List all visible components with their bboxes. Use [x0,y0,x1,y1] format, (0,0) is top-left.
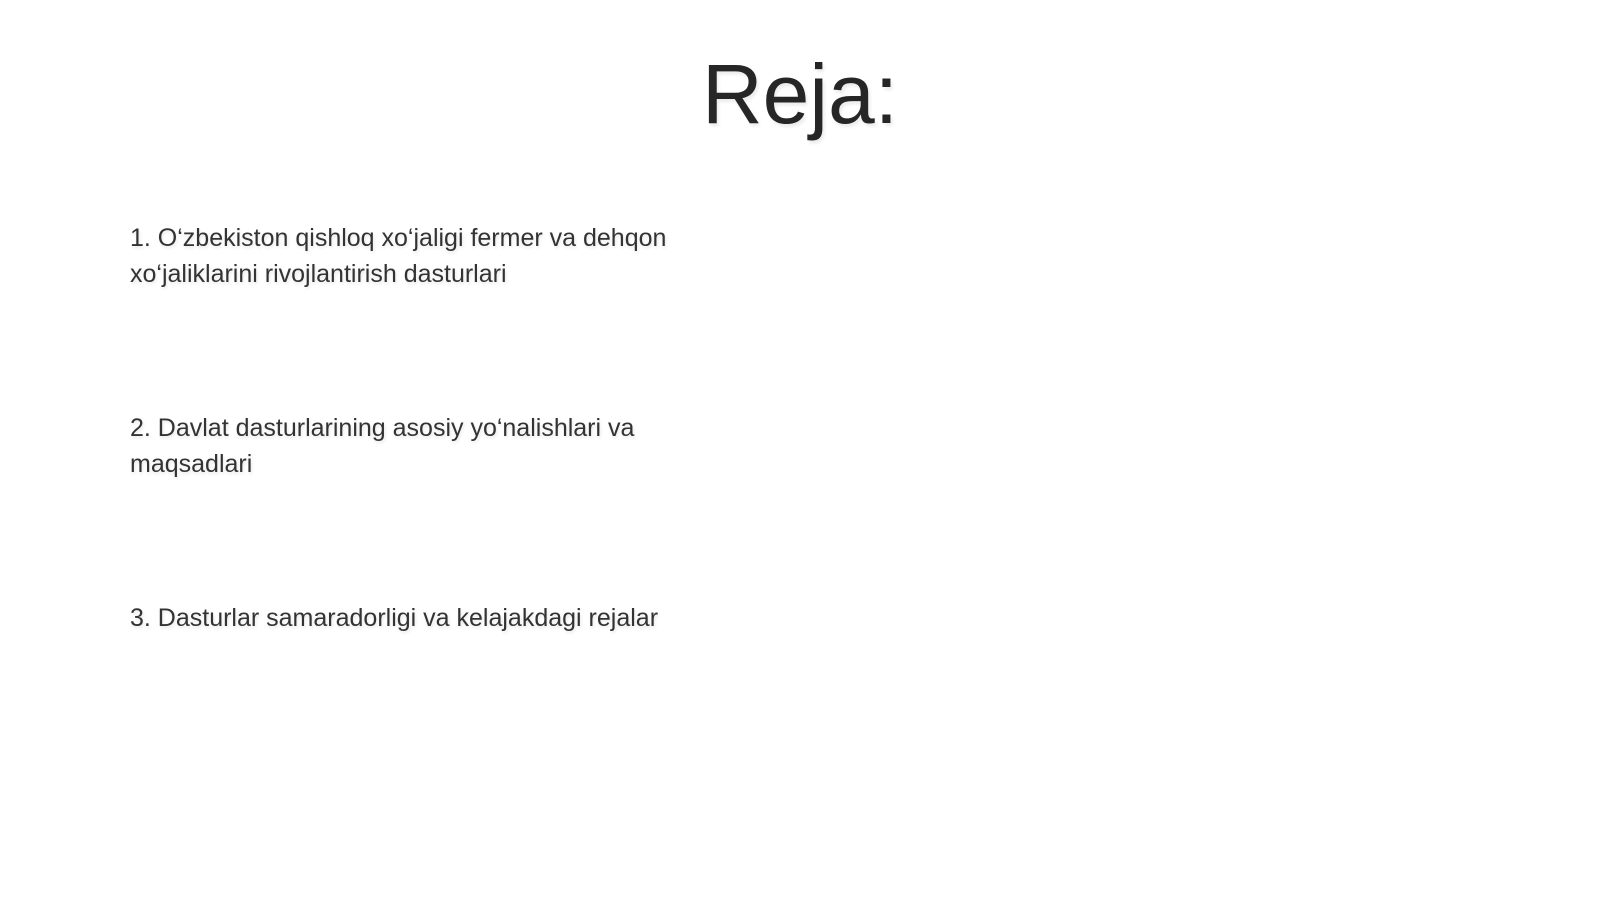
slide-title: Reja: [701,47,899,141]
plan-item-3: 3. Dasturlar samaradorligi va kelajakdagi rejalar [130,604,659,632]
plan-item-2: 2. Davlat dasturlarining asosiy yo‘nalishlari va maqsadlari [130,414,635,478]
plan-item-1: 1. O‘zbekiston qishloq xo‘jaligi fermer va dehqon xo‘jaliklarini rivojlantirish dasturlari [130,224,667,288]
